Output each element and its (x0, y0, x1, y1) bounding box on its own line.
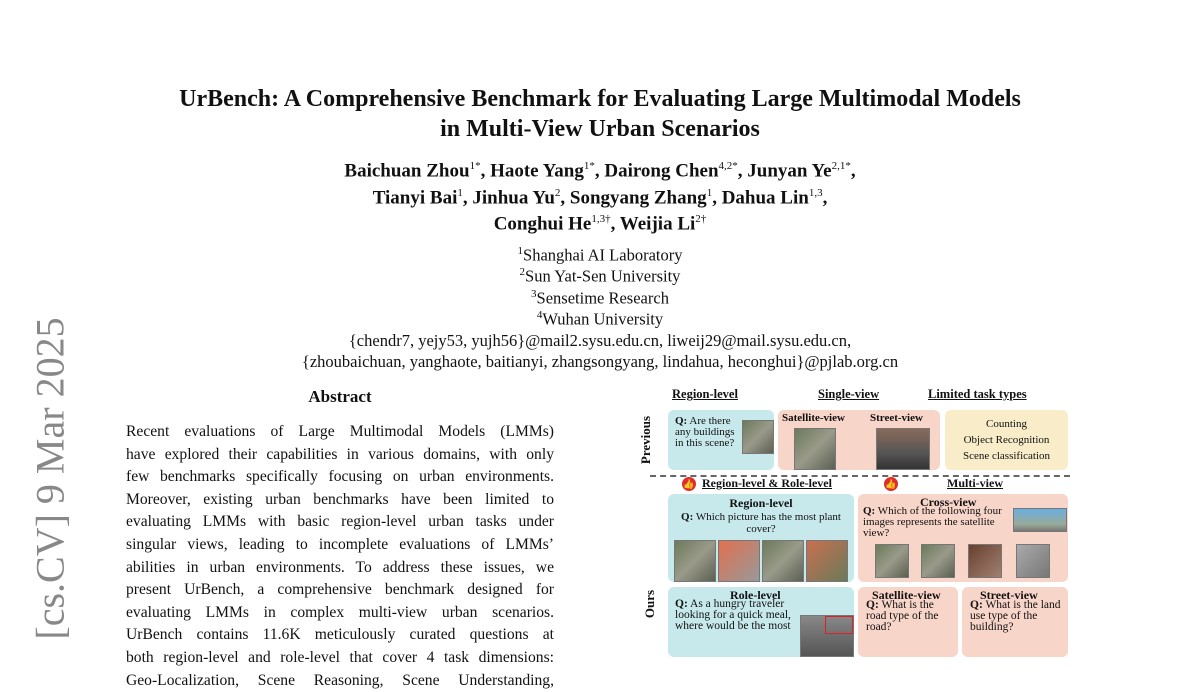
satellite-image (968, 544, 1002, 578)
prev-single-view-box (778, 410, 940, 470)
satellite-image (1016, 544, 1050, 578)
q-label: Q: (866, 599, 879, 611)
header-region-role: Region-level & Role-level (702, 476, 832, 490)
panorama-image (1013, 508, 1067, 532)
author-line: Tianyi Bai$^1$, Jinhua Yu$^2$, Songyang Zhang$^1$, Dahua Lin$^{1,3}$, (372, 186, 828, 208)
author-affiliation-mark: 2,1* (831, 160, 851, 172)
task-object-recognition: Object Recognition (963, 434, 1050, 446)
street-title: Street-view (980, 588, 1038, 602)
q-label: Q: (675, 415, 688, 427)
satellite-image (875, 544, 909, 578)
satellite-image (762, 540, 804, 582)
email-line-2: {zhoubaichuan, yanghaote, baitianyi, zhangsongyang, lindahua, heconghui}@pjlab.org.cn (301, 352, 899, 371)
abstract-line: Moreover, existing urban benchmarks have been limited to (126, 490, 554, 508)
prev-tasks-box (945, 410, 1068, 470)
role-question: As a hungry traveler looking for a quick meal, where would be the most (675, 598, 791, 632)
affiliation (0, 266, 1200, 287)
author-name: Tianyi Bai (372, 186, 458, 208)
abstract-line: Recent evaluations of Large Multimodal Models (LMMs) (126, 423, 554, 440)
abstract-line: evaluating LMMs with basic region-level urban tasks under (126, 513, 554, 531)
role-level-box (668, 587, 854, 657)
task-counting: Counting (986, 418, 1027, 430)
q-label: Q: (970, 599, 983, 611)
author-affiliation-mark: 1* (469, 160, 481, 172)
abstract-line: evaluating LMMs in complex multi-view urban scenarios. (126, 603, 554, 621)
email-line-1: {chendr7, yejy53, yujh56}@mail2.sysu.edu.cn, liweij29@mail.sysu.edu.cn, (348, 331, 852, 350)
abstract-line: have explored their capabilities in various domains, with only (126, 445, 554, 463)
author-affiliation-mark: 2† (695, 213, 707, 225)
affiliation-name: Sun Yat-Sen University (525, 266, 681, 286)
affiliation-name: Sensetime Research (536, 288, 669, 308)
sat-title: Satellite-view (872, 588, 941, 602)
street-question: What is the land use type of the building? (970, 599, 1061, 633)
author-name: Junyan Ye (747, 160, 832, 182)
cross-view-box (858, 494, 1068, 582)
task-scene-classification: Scene classification (962, 450, 1051, 462)
region-title: Region-level (729, 496, 793, 510)
author-name: Baichuan Zhou (344, 160, 470, 182)
author-affiliation-mark: 2 (554, 186, 561, 199)
region-question: Which picture has the most plant cover? (695, 511, 841, 535)
prev-question: Are there any buildings in this scene? (675, 415, 735, 449)
affiliation-name: Shanghai AI Laboratory (523, 245, 683, 265)
satellite-image (718, 540, 760, 582)
author-name: Conghui He (493, 213, 592, 235)
q-label: Q: (675, 598, 688, 610)
satellite-view-box (858, 587, 958, 657)
satellite-image (742, 420, 774, 454)
cross-title: Cross-view (920, 495, 977, 509)
author-affiliation-mark: 1 (706, 186, 713, 199)
affiliation (0, 288, 1200, 309)
author-affiliation-mark: 1 (457, 186, 463, 199)
q-label: Q: (863, 505, 876, 517)
affiliation (0, 245, 1200, 266)
row-label-previous: Previous (638, 415, 654, 465)
abstract-line: Geo-Localization, Scene Reasoning, Scene Understanding, (126, 671, 554, 689)
sat-question: What is the road type of the road? (866, 599, 939, 633)
role-title: Role-level (730, 588, 781, 602)
street-view-label: Street-view (870, 412, 923, 424)
abstract-line: abilities in urban environments. To address these issues, we (126, 558, 554, 576)
author-affiliation-mark: 1* (583, 160, 595, 172)
street-image (876, 428, 930, 470)
author-affiliation-mark: 1,3† (591, 213, 611, 225)
affiliation-number: 4 (536, 308, 543, 321)
header-region-level: Region-level (672, 387, 738, 401)
author-affiliation-mark: 4,2* (718, 160, 738, 172)
satellite-image (921, 544, 955, 578)
abstract-line: singular views, leading to incomplete evaluations of LMMs’ (126, 536, 554, 553)
author-name: Dahua Lin (721, 186, 809, 208)
satellite-image (806, 540, 848, 582)
arxiv-stamp: [cs.CV] 9 Mar 2025 (27, 317, 73, 640)
author-name: Haote Yang (490, 160, 584, 182)
satellite-view-label: Satellite-view (782, 412, 845, 424)
row-label-ours: Ours (642, 589, 658, 619)
author-affiliation-mark: 1,3 (808, 186, 823, 199)
cross-question: Which of the following four images represents the satellite view? (863, 505, 1002, 539)
author-name: Songyang Zhang (569, 186, 707, 208)
affiliation-number: 1 (517, 245, 524, 257)
author-line: Conghui $He^{1,3\dagger}$, Weijia $Li^{2\dagger}$ (493, 213, 707, 235)
abstract-line: present UrBench, a comprehensive benchmark designed for (126, 581, 554, 599)
affiliation-number: 3 (531, 287, 537, 300)
abstract-heading: Abstract (308, 387, 372, 406)
region-level-box (668, 494, 854, 582)
abstract-line: UrBench contains 11.6K meticulously curated questions at (126, 626, 554, 644)
thumbs-up-icon: 👍 (683, 479, 695, 489)
street-image (800, 615, 854, 657)
satellite-image (674, 540, 716, 582)
prev-region-box (668, 410, 774, 470)
affiliation-number: 2 (519, 266, 526, 279)
header-multi-view: Multi-view (947, 476, 1003, 490)
paper-title-line-2: in Multi-View Urban Scenarios (440, 116, 760, 142)
author-name: Weijia Li (619, 213, 696, 235)
affiliation (0, 309, 1200, 330)
author-name: Jinhua Yu (472, 186, 555, 208)
q-label: Q: (681, 511, 694, 523)
thumbs-up-icon: 👍 (885, 479, 897, 489)
header-single-view: Single-view (818, 387, 880, 401)
author-line: Baichuan Zhou$^{1*}$, Haote Yang$^{1*}$, Dairong Chen$^{4,2*}$, Junyan $Ye^{2,1*}$, (344, 160, 856, 182)
author-name: Dairong Chen (604, 160, 719, 182)
abstract-line: few benchmarks specifically focusing on urban environments. (126, 468, 554, 486)
satellite-image (794, 428, 836, 470)
affiliation-name: Wuhan University (542, 309, 664, 329)
paper-title-line-1: UrBench: A Comprehensive Benchmark for Evaluating Large Multimodal Models (179, 86, 1021, 112)
abstract-line: both region-level and role-level that cover 4 task dimensions: (126, 649, 554, 666)
street-view-box (962, 587, 1068, 657)
header-limited-tasks: Limited task types (928, 387, 1027, 401)
